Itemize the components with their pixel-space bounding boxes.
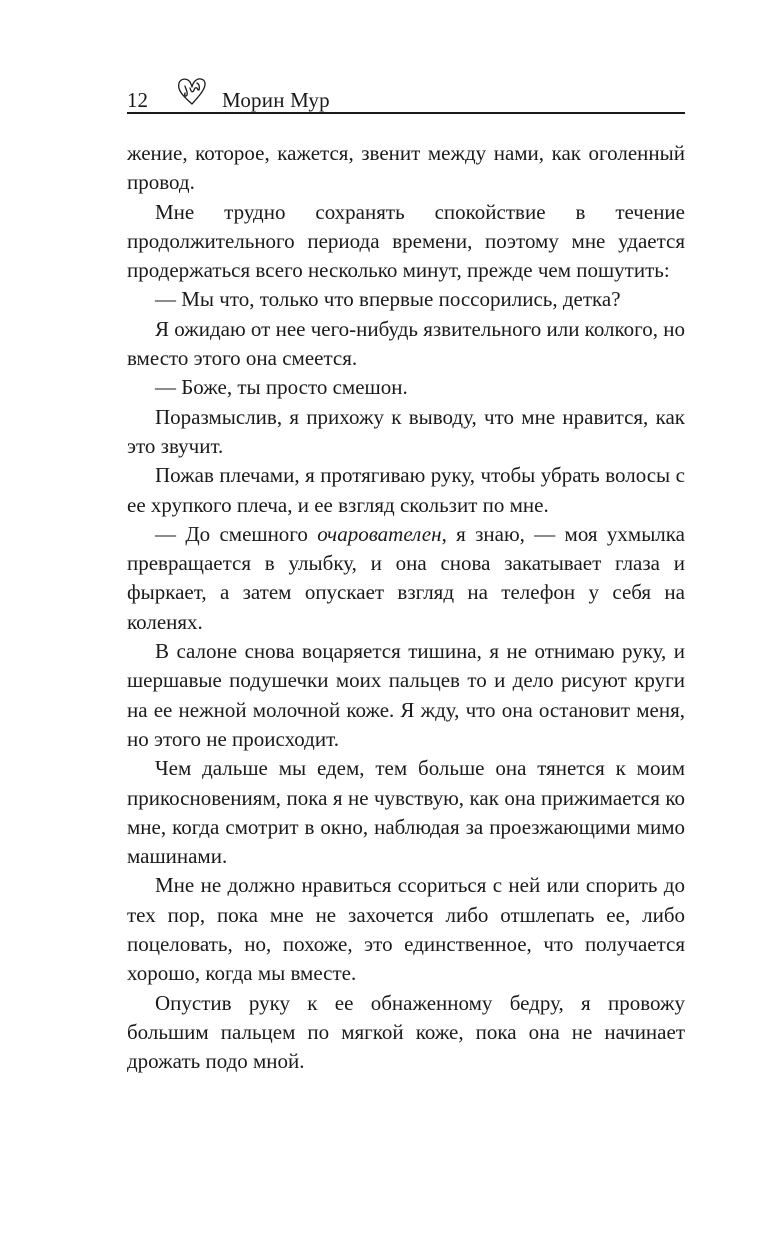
page-number: 12 xyxy=(127,88,148,112)
paragraph: Опустив руку к ее обнаженному бедру, я провожу большим пальцем по мягкой коже, пока она не начинает дрожать подо мной. xyxy=(127,990,685,1074)
paragraph: В салоне снова воцаряется тишина, я не отнимаю руку, и шершавые подушечки моих пальцев то и дело рисуют круги на ее нежной молочной коже. Я жду, что она остановит меня, но этого не происходит. xyxy=(127,639,685,751)
dialogue-text: , я знаю, — моя ухмылка превращается в улыбку, и она снова закатывает глаза и фыркает, а затем опускает взгляд на телефон у себя на коленях. xyxy=(127,521,685,634)
paragraph: Мне трудно сохранять спокойствие в течение продолжительного периода времени, поэтому мне удается продержаться всего несколько минут, прежде чем пошутить: xyxy=(127,199,685,283)
paragraph: Пожав плечами, я протягиваю руку, чтобы убрать волосы с ее хрупкого плеча, и ее взгляд скользит по мне. xyxy=(127,463,685,517)
emphasized-word: очарователен xyxy=(317,521,442,546)
body-text xyxy=(127,139,685,1077)
header-rule xyxy=(127,112,685,114)
paragraph: жение, которое, кажется, звенит между нами, как оголенный провод. xyxy=(127,141,685,195)
paragraph: Поразмыслив, я прихожу к выводу, что мне нравится, как это звучит. xyxy=(127,404,685,458)
paragraph: Я ожидаю от нее чего-нибудь язвительного или колкого, но вместо этого она смеется. xyxy=(127,316,685,371)
page-header xyxy=(127,70,685,114)
dialogue-paragraph: — Мы что, только что впервые поссорились, детка? xyxy=(155,287,621,312)
paragraph: Чем дальше мы едем, тем больше она тянется к моим прикосновениям, пока я не чувствую, как она прижимается ко мне, когда смотрит в окно, наблюдая за проезжающими мимо машинами. xyxy=(127,756,685,869)
dialogue-paragraph: — Боже, ты просто смешон. xyxy=(155,375,408,400)
paragraph: Мне не должно нравиться ссориться с ней или спорить до тех пор, пока мне не захочется либо отшлепать ее, либо поцеловать, но, похоже, это единственное, что получается хорошо, когда мы вместе. xyxy=(127,873,685,986)
dialogue-paragraph xyxy=(127,520,685,637)
heart-flourish-icon xyxy=(175,74,209,108)
dialogue-text: — До смешного xyxy=(155,521,318,546)
running-title: Морин Мур xyxy=(222,88,330,112)
